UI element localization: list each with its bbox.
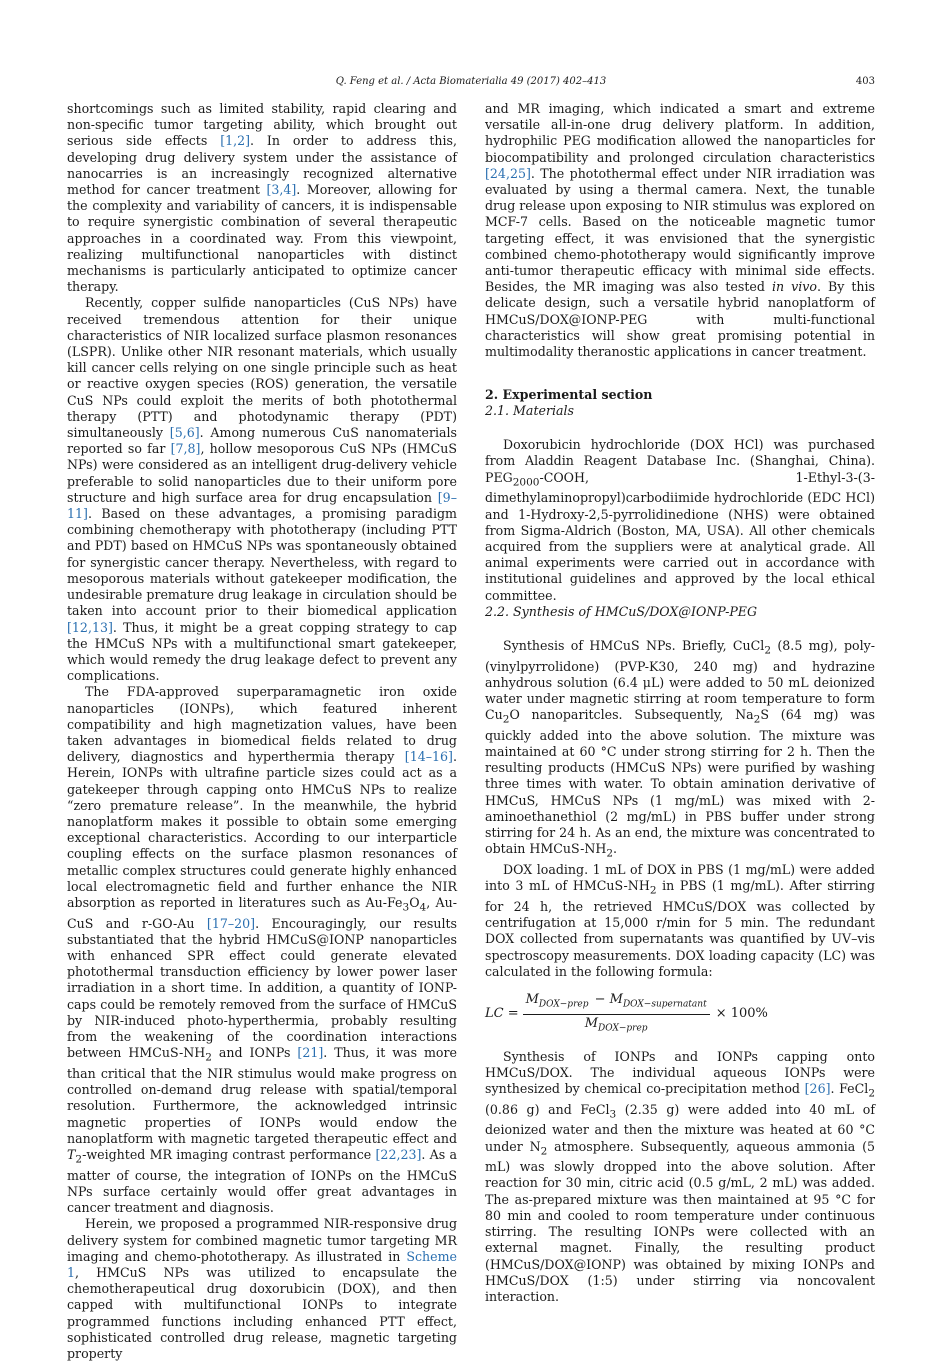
paragraph: DOX loading. 1 mL of DOX in PBS (1 mg/mL) were added into 3 mL of HMCuS-$NH_2$ in PBS (1 mg/mL). After stirring for 24 h, the retrieved HMCuS/DOX was collected by centrifugation at 15,000 r/min for 5 min. The redundant DOX collected from supernatants was quantified by UV–vis spectroscopy measurements. DOX loading capacity (LC) was calculated in the following formula: — [485, 861, 875, 979]
paragraph: shortcomings such as limited stability, rapid clearing and non-specific tumor targeting ability, which brought out serious side effects [1,2]. In order to address this, developing drug delivery system under the assistance of nanocarries is an increasingly recognized alternative method for cancer treatment [3,4]. Moreover, allowing for the complexity and variability of cancers, it is indispensable to require synergistic combination of several therapeutic approaches in a coordinated way. From this viewpoint, realizing multifunctional nanoparticles with distinct mechanisms is particularly anticipated to optimize cancer therapy. — [67, 101, 457, 295]
citation-link[interactable]: [21] — [297, 1045, 324, 1061]
formula-denominator: $M_{DOX-prep}$ — [584, 1015, 648, 1034]
page-number: 403 — [855, 76, 875, 87]
formula-multiplier: × 100% — [715, 1006, 768, 1022]
paragraph: Synthesis of IONPs and IONPs capping onto HMCuS/DOX. The individual aqueous IONPs were synthesized by chemical co-precipitation method [26]. FeCl$_2$ (0.86 g) and FeCl$_3$ (2.35 g) were added into 40 mL of deionized water and then the mixture was heated at 60 °C under $N_2$ atmosphere. Subsequently, aqueous ammonia (5 mL) was slowly dropped into the above solution. After reaction for 30 min, citric acid (0.5 g/mL, 2 mL) was added. The as-prepared mixture was then maintained at 95 °C for 80 min and cooled to room temperature under continuous stirring. The resulting IONPs were collected with an external magnet. Finally, the resulting product (HMCuS/DOX@IONP) was obtained by mixing IONPs and HMCuS/DOX (1:5) under stirring via noncovalent interaction. — [485, 1048, 876, 1304]
citation-link[interactable]: [3,4] — [266, 182, 297, 198]
paragraph: Recently, copper sulfide nanoparticles (CuS NPs) have received tremendous attention for their unique characteristics of NIR localized surface plasmon resonances (LSPR). Unlike other NIR resonant materials, which usually kill cancer cells relying on one single principle such as heat or reactive oxygen species (ROS) generation, the versatile CuS NPs could exploit the merits of both photothermal therapy (PTT) and photodynamic therapy (PDT) simultaneously [5,6]. Among numerous CuS nanomaterials reported so far [7,8], hollow mesoporous CuS NPs (HMCuS NPs) were considered as an intelligent drug-delivery vehicle preferable to solid nanoparticles due to their uniform pore structure and high surface area for drug encapsulation [9–11]. Based on these advantages, a promising paradigm combining chemotherapy with phototherapy (including PTT and PDT) based on HMCuS NPs was spontaneously obtained for synergistic cancer therapy. Nevertheless, with regard to mesoporous materials without gatekeeper modification, the undesirable premature drug leakage in circulation should be taken into account prior to their biomedical application [12,13]. Thus, it might be a great copping strategy to cap the HMCuS NPs with a multifunctional smart gatekeeper, which would remedy the drug leakage defect to prevent any complications. — [67, 295, 457, 684]
citation-link[interactable]: [24,25] — [485, 165, 531, 181]
formula-numerator: $M_{DOX-prep} - M_{DOX-supernatant}$ — [523, 992, 710, 1015]
citation-link[interactable]: [17–20] — [206, 915, 256, 931]
citation-link[interactable]: [1,2] — [220, 133, 251, 149]
paragraph: Doxorubicin hydrochloride (DOX HCl) was purchased from Aladdin Reagent Database Inc. (Shanghai, China). $PEG_{2000}$-COOH, 1-Ethyl-3-(3-dimethylaminopropyl)carbodiimide hydrochloride (EDC HCl) and 1-Hydroxy-2,5-pyrrolidinedione (NHS) were obtained from Sigma-Aldrich (Boston, MA, USA). All other chemicals acquired from the suppliers were at analytical grade. All animal experiments were carried out in accordance with institutional guidelines and approved by the local ethical committee. — [485, 437, 875, 603]
citation-link[interactable]: [5,6] — [169, 425, 200, 441]
subsection-heading: 2.1. Materials — [485, 403, 574, 419]
citation-link[interactable]: [9–11] — [67, 489, 457, 522]
paragraph: Synthesis of HMCuS NPs. Briefly, CuCl$_2$ (8.5 mg), poly-(vinylpyrrolidone) (PVP-K30, 240 mg) and hydrazine anhydrous solution (6.4 μL) were added to 50 mL deionized water under magnetic stirring at room temperature to form $Cu_2O$ nanoparitcles. Subsequently, $Na_2S$ (64 mg) was quickly added into the above solution. The mixture was maintained at 60 °C under strong stirring for 2 h. Then the resulting products (HMCuS NPs) were purified by washing three times with water. To obtain amination derivative of HMCuS, HMCuS NPs (1 mg/mL) was mixed with 2-aminoethanethiol (2 mg/mL) in PBS buffer under strong stirring for 24 h. As an end, the mixture was concentrated to obtain HMCuS-$NH_2$. — [485, 637, 875, 860]
paragraph: and MR imaging, which indicated a smart and extreme versatile all-in-one drug delivery platform. In addition, hydrophilic PEG modification allowed the nanoparticles for biocompatibility and prolonged circulation characteristics [24,25]. The photothermal effect under NIR irradiation was evaluated by using a thermal camera. Next, the tunable drug release upon exposing to NIR stimulus was explored on MCF-7 cells. Based on the noticeable magnetic tumor targeting effect, it was envisioned that the synergistic combined chemo-phototherapy would significantly improve anti-tumor therapeutic efficacy with minimal side effects. Besides, the MR imaging was also tested in vivo. By this delicate design, such a versatile hybrid nanoplatform of HMCuS/DOX@IONP-PEG with multi-functional characteristics will show great promising potential in multimodality theranostic applications in cancer treatment. — [485, 101, 876, 360]
citation-link[interactable]: [26] — [804, 1080, 831, 1096]
citation-link[interactable]: [7,8] — [170, 441, 201, 457]
citation-link[interactable]: [14–16] — [404, 749, 453, 765]
section-heading: 2. Experimental section — [485, 387, 653, 403]
subsection-heading: 2.2. Synthesis of HMCuS/DOX@IONP-PEG — [485, 603, 758, 619]
scheme-link[interactable]: Scheme 1 — [67, 1248, 457, 1280]
page-header — [67, 76, 875, 90]
citation-link[interactable]: [22,23] — [375, 1147, 422, 1163]
right-column — [485, 101, 875, 1305]
paragraph: The FDA-approved superparamagnetic iron oxide nanoparticles (IONPs), which featured inherent compatibility and high magnetization values, have been taken advantages in biomedical fields related to drug delivery, diagnostics and hyperthermia therapy [14–16]. Herein, IONPs with ultrafine particle sizes could act as a gatekeeper through capping onto HMCuS NPs to realize “zero premature release”. In the meanwhile, the hybrid nanoplatform makes it possible to obtain some emerging exceptional characteristics. According to our interparticle coupling effects on the surface plasmon resonances of metallic complex structures could generate highly enhanced local electromagnetic field and further enhance the NIR absorption as reported in literatures such as $Au-Fe_3O_4$, Au-CuS and r-GO-Au [17–20]. Encouragingly, our results substantiated that the hybrid HMCuS@IONP nanoparticles with enhanced SPR effect could generate elevated photothermal transduction efficiency by lower power laser irradiation in a short time. In addition, a quantity of IONP-caps could be remotely removed from the surface of HMCuS by NIR-induced photo-hyperthermia, probably resulting from the weakening of the coordination interactions between HMCuS-$NH_2$ and IONPs [21]. Thus, it was more than critical that the NIR stimulus would make progress on controlled on-demand drug release with spatial/temporal resolution. Furthermore, the acknowledged intrinsic magnetic properties of IONPs would endow the nanoplatform with magnetic targeted therapeutic effect and $T_2$-weighted MR imaging contrast performance [22,23]. As a matter of course, the integration of IONPs on the HMCuS NPs surface certainly would offer great advantages in cancer treatment and diagnosis. — [67, 684, 457, 1216]
formula-fraction — [523, 992, 710, 1037]
loading-capacity-formula — [485, 992, 875, 1037]
formula-lhs: LC = — [485, 1006, 519, 1022]
running-head: Q. Feng et al. / Acta Biomaterialia 49 (2017) 402–413 — [335, 76, 607, 87]
left-column — [67, 101, 457, 1362]
paragraph: Herein, we proposed a programmed NIR-responsive drug delivery system for combined magnetic tumor targeting MR imaging and chemo-phototherapy. As illustrated in Scheme 1, HMCuS NPs was utilized to encapsulate the chemotherapeutical drug doxorubicin (DOX), and then capped with multifunctional IONPs to integrate programmed functions including enhanced PTT effect, sophisticated controlled drug release, magnetic targeting property — [67, 1216, 457, 1361]
citation-link[interactable]: [12,13] — [67, 619, 113, 635]
